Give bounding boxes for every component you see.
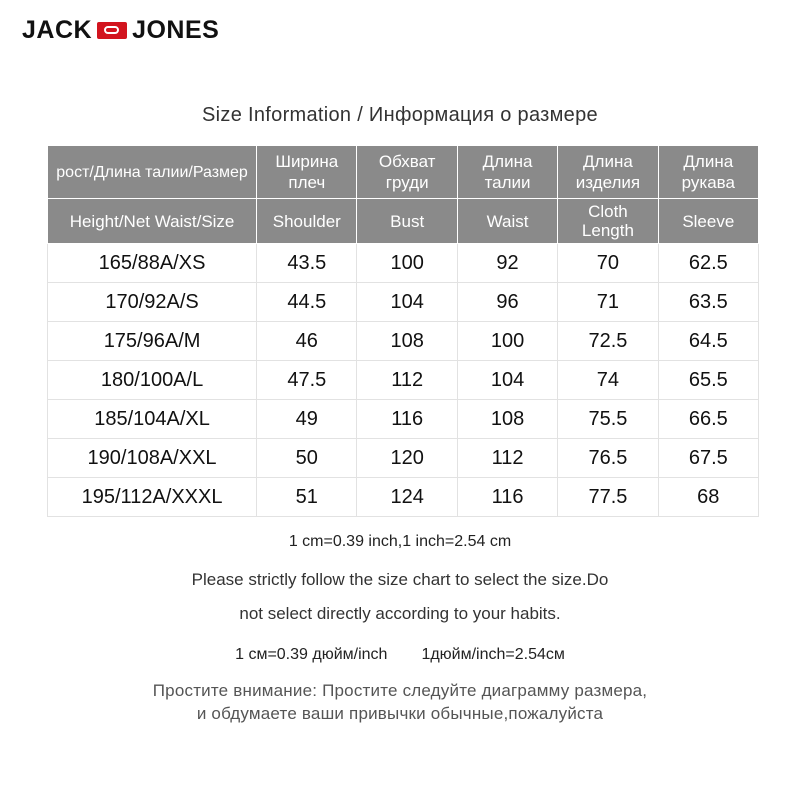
header-en-size: Height/Net Waist/Size [48, 199, 257, 244]
advice-line-1: Please strictly follow the size chart to select the size.Do [191, 570, 609, 589]
table-cell: 49 [257, 400, 357, 439]
table-row [48, 361, 759, 400]
table-cell: 68 [658, 478, 758, 517]
table-cell: 108 [457, 400, 557, 439]
header-en-shoulder: Shoulder [257, 199, 357, 244]
table-cell: 72.5 [558, 322, 658, 361]
table-cell: 65.5 [658, 361, 758, 400]
table-row [48, 244, 759, 283]
advice-line-2: not select directly according to your habits. [239, 604, 561, 623]
table-cell: 116 [357, 400, 457, 439]
table-cell: 116 [457, 478, 557, 517]
header-ru-length: Длина изделия [558, 146, 658, 199]
table-cell: 75.5 [558, 400, 658, 439]
table-cell: 185/104A/XL [48, 400, 257, 439]
header-en-length: Cloth Length [558, 199, 658, 244]
table-cell: 71 [558, 283, 658, 322]
brand-emblem-icon [97, 22, 127, 39]
table-cell: 67.5 [658, 439, 758, 478]
ru-note-line-2: и обдумаете ваши привычки обычные,пожалуйста [196, 704, 604, 723]
header-ru-sleeve: Длина рукава [658, 146, 758, 199]
table-cell: 76.5 [558, 439, 658, 478]
table-row [48, 322, 759, 361]
brand-left: JACK [22, 16, 93, 44]
table-cell: 50 [257, 439, 357, 478]
table-row [48, 478, 759, 517]
table-cell: 180/100A/L [48, 361, 257, 400]
header-ru-waist: Длина талии [457, 146, 557, 199]
table-cell: 92 [457, 244, 557, 283]
table-row [48, 439, 759, 478]
table-cell: 112 [357, 361, 457, 400]
header-ru-shoulder: Ширина плеч [257, 146, 357, 199]
table-cell: 104 [357, 283, 457, 322]
table-cell: 66.5 [658, 400, 758, 439]
conversion-ru [0, 646, 800, 664]
table-cell: 100 [457, 322, 557, 361]
table-cell: 100 [357, 244, 457, 283]
table-cell: 190/108A/XXL [48, 439, 257, 478]
table-cell: 96 [457, 283, 557, 322]
page-title: Size Information / Информация о размере [202, 104, 598, 126]
header-row-en [48, 199, 759, 244]
conversion-ru-a: 1 см=0.39 дюйм/inch [235, 646, 388, 663]
table-cell: 74 [558, 361, 658, 400]
header-row-ru [48, 146, 759, 199]
table-cell: 46 [257, 322, 357, 361]
table-cell: 104 [457, 361, 557, 400]
conversion-en: 1 cm=0.39 inch,1 inch=2.54 cm [288, 533, 512, 550]
table-cell: 195/112A/XXXL [48, 478, 257, 517]
table-cell: 120 [357, 439, 457, 478]
table-cell: 175/96A/M [48, 322, 257, 361]
table-cell: 165/88A/XS [48, 244, 257, 283]
table-cell: 47.5 [257, 361, 357, 400]
table-cell: 108 [357, 322, 457, 361]
size-rows [48, 244, 759, 517]
table-cell: 51 [257, 478, 357, 517]
table-cell: 62.5 [658, 244, 758, 283]
conversion-ru-b: 1дюйм/inch=2.54см [421, 646, 565, 663]
table-cell: 124 [357, 478, 457, 517]
size-table [47, 145, 759, 517]
table-cell: 44.5 [257, 283, 357, 322]
table-cell: 77.5 [558, 478, 658, 517]
brand-right: JONES [132, 16, 220, 44]
header-en-sleeve: Sleeve [658, 199, 758, 244]
table-cell: 43.5 [257, 244, 357, 283]
header-en-waist: Waist [457, 199, 557, 244]
ru-note-line-1: Простите внимание: Простите следуйте диаграмму размера, [152, 681, 648, 700]
header-en-bust: Bust [357, 199, 457, 244]
header-ru-bust: Обхват груди [357, 146, 457, 199]
table-row [48, 283, 759, 322]
brand-logo [22, 16, 219, 45]
table-cell: 170/92A/S [48, 283, 257, 322]
table-row [48, 400, 759, 439]
table-cell: 63.5 [658, 283, 758, 322]
table-cell: 70 [558, 244, 658, 283]
table-cell: 64.5 [658, 322, 758, 361]
table-cell: 112 [457, 439, 557, 478]
header-ru-size: рост/Длина талии/Размер [48, 146, 257, 199]
